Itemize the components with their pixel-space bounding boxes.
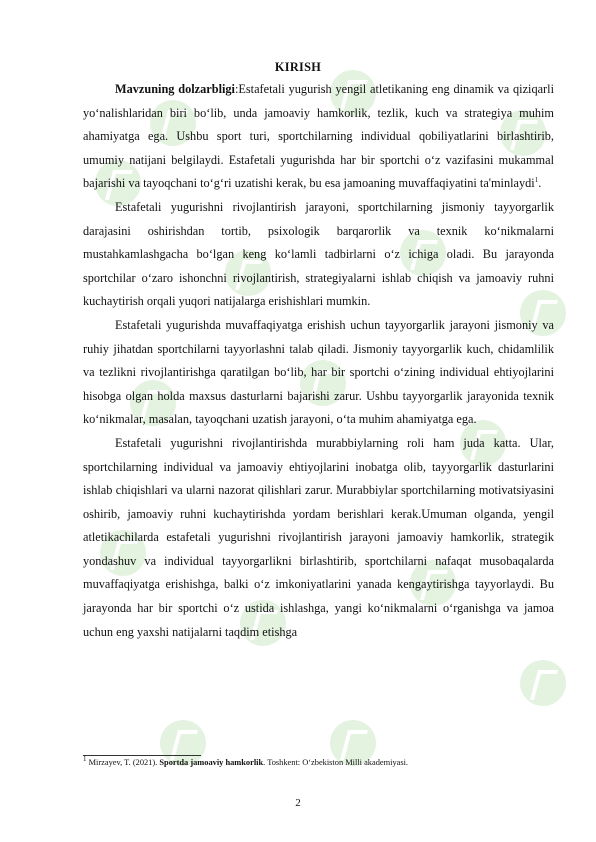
paragraph-2: Estafetali yugurishni rivojlantirish jarayoni, sportchilarning jismoniy tayyorgarlik darajasini oshirishdan tortib, psixologik barqarorlik va texnik ko‘nikmalarni mustahkamlashgacha bo‘lgan keng ko‘lamli tadbirlarni o‘z ichiga oladi. Bu jarayonda sportchilar o‘zaro ishonchni rivojlantirish, strategiyalarni ishlab chiqish va jamoaviy ruhni kuchaytirish orqali yuqori natijalarga erishishlari mumkin. [83,199,554,309]
footnote-publisher: . Toshkent: O‘zbekiston Milli akademiyasi. [263,758,409,767]
watermark-icon [520,660,566,706]
paragraph-relevance [83,78,554,196]
footnote-reference[interactable]: 1 [534,176,539,185]
relevance-text: :Estafetali yugurish yengil atletikaning eng dinamik va qiziqarli yo‘nalishlaridan biri bo‘lib, unda jamoaviy hamkorlik, tezlik, kuch va strategiya muhim ahamiyatga ega. Ushbu sport turi, sportchilarning individual qobiliyatlarini birlashtirib, umumiy natijani belgilaydi. Estafetali yugurishda har bir sportchi o‘z vazifasini mukammal bajarishi va tayoqchani to‘g‘ri uzatishi kerak, bu esa jamoaning muvaffaqiyatini ta'minlaydi [83,82,554,191]
footnote-author: Mirzayev, T. (2021). [86,758,160,767]
body-text [83,78,554,644]
footnote-marker: 1 [83,755,87,764]
relevance-end: . [538,176,542,191]
footnote-title: Sportda jamoaviy hamkorlik [159,758,264,767]
page-number: 2 [295,797,301,809]
page-title: KIRISH [274,60,322,74]
paragraph-3: Estafetali yugurishda muvaffaqiyatga erishish uchun tayyorgarlik jarayoni jismoniy va ruhiy jihatdan sportchilarni tayyorlashni talab qiladi. Jismoniy tayyorgarlik kuch, chidamlilik va tezlikni rivojlantirishga qaratilgan bo‘lib, har bir sportchi o‘zining individual ehtiyojlarini hisobga olgan holda maxsus dasturlarni bajarishi zarur. Ushbu tayyorgarlik jarayonida texnik ko‘nikmalar, masalan, tayoqchani uzatish jarayoni, o‘ta muhim ahamiyatga ega. [83,317,554,427]
footnote-divider [83,755,201,756]
paragraph-4: Estafetali yugurishni rivojlantirishda murabbiylarning roli ham juda katta. Ular, sportchilarning individual va jamoaviy ehtiyojlarini inobatga olib, tayyorgarlik dasturlarini ishlab chiqishlari va ularni nazorat qilishlari zarur. Murabbiylar sportchilarning motivatsiyasini oshirib, jamoaviy ruhni kuchaytirishda yordam berishlari kerak.Umuman olganda, yengil atletikachilarda estafetali yugurishni rivojlantirish jarayoni jamoaviy hamkorlik, strategik yondashuv va individual tayyorgarlikni birlashtirib, sportchilarni nafaqat musobaqalarda muvaffaqiyatga erishishga, balki o‘z imkoniyatlarini yanada kengaytirishga tayyorlaydi. Bu jarayonda har bir sportchi o‘z ustida ishlashga, yangi ko‘nikmalarni o‘rganishga va jamoa uchun eng yaxshi natijalarni taqdim etishga [83,435,554,639]
relevance-heading: Mavzuning dolzarbligi [115,82,235,96]
footnote [83,757,554,768]
